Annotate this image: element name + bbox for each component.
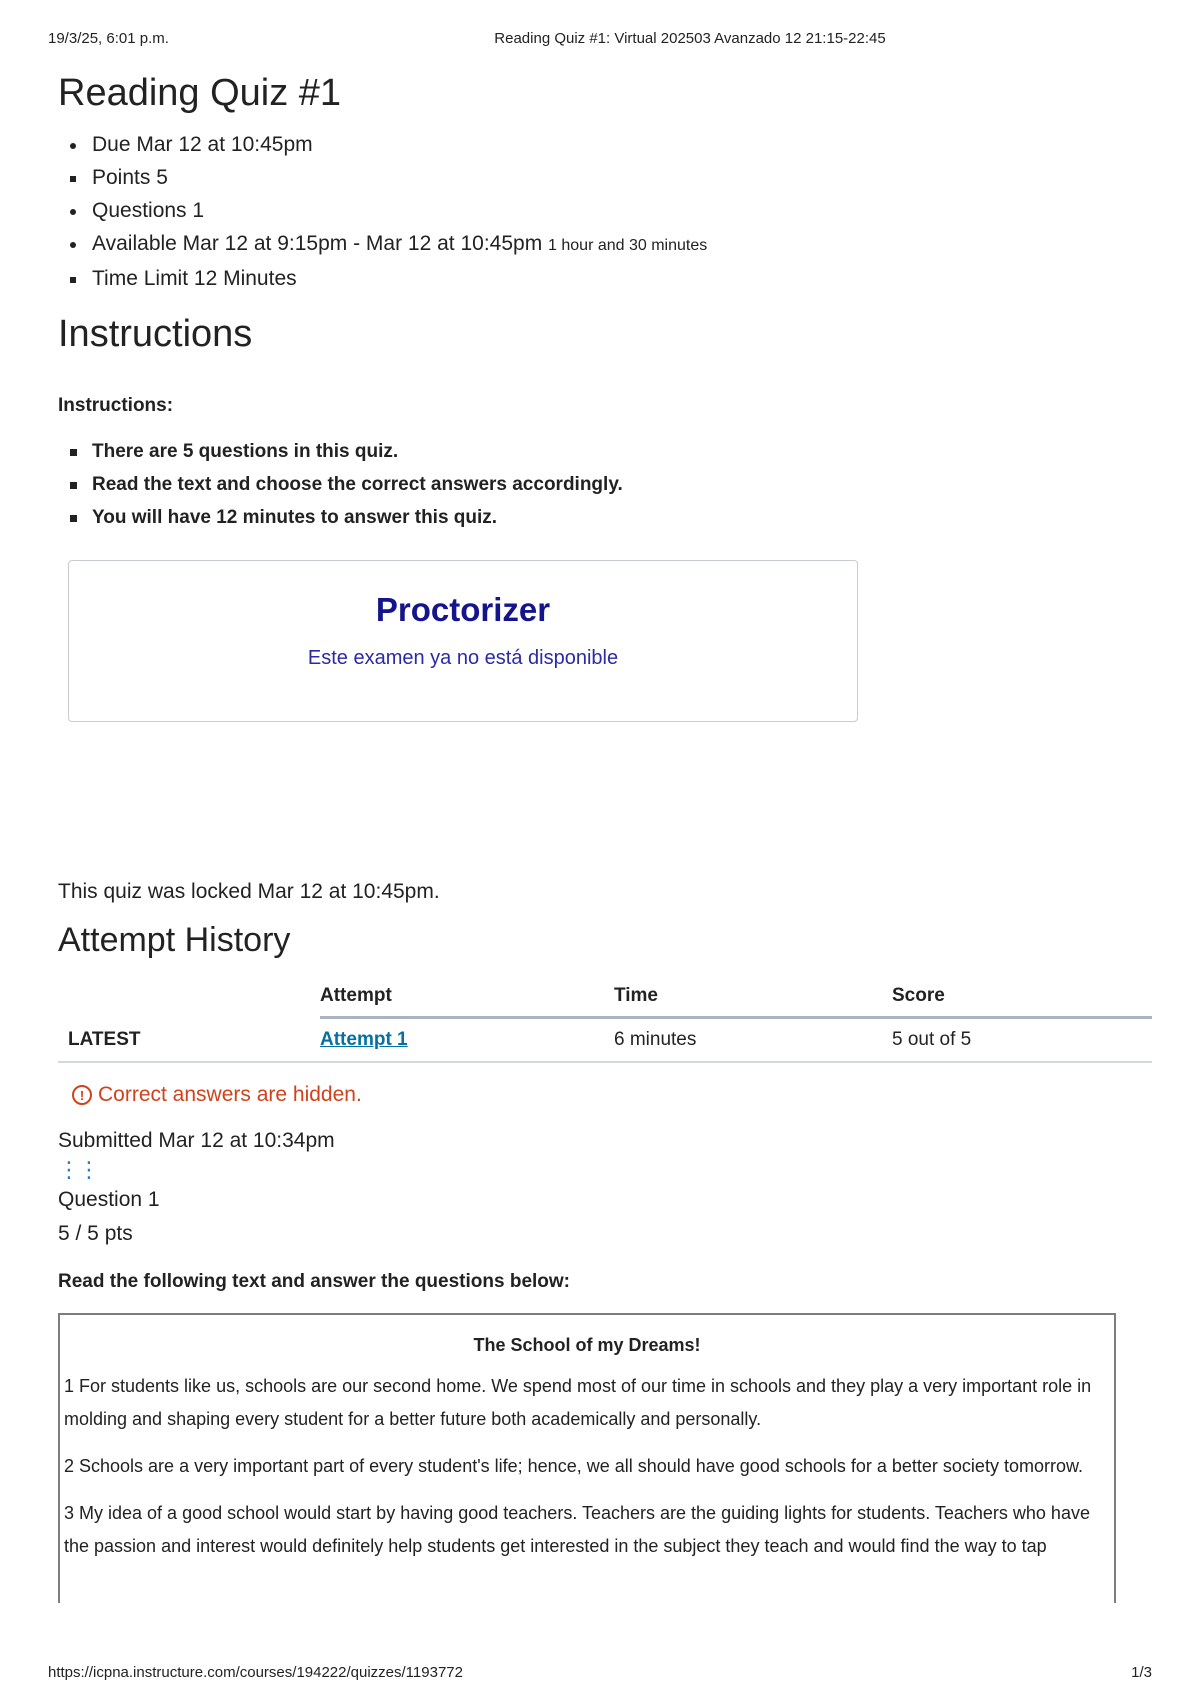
print-url: https://icpna.instructure.com/courses/194222/quizzes/1193772 bbox=[48, 1664, 463, 1681]
quiz-content bbox=[58, 68, 1152, 1603]
column-header-status bbox=[58, 976, 320, 1018]
print-datetime: 19/3/25, 6:01 p.m. bbox=[48, 30, 169, 47]
page-title: Reading Quiz #1 bbox=[58, 72, 342, 114]
question-instruction: Read the following text and answer the questions below: bbox=[58, 1271, 570, 1292]
latest-label: LATEST bbox=[58, 1018, 320, 1063]
column-header-score: Score bbox=[892, 976, 1152, 1018]
points: Points 5 bbox=[92, 161, 1152, 194]
reading-paragraph: 1 For students like us, schools are our second home. We spend most of our time in schools and they play a very important role in molding and shaping every student for a better future both academically and personally. bbox=[64, 1376, 1092, 1429]
instruction-item: Read the text and choose the correct answers accordingly. bbox=[92, 468, 1152, 501]
instruction-item: There are 5 questions in this quiz. bbox=[92, 435, 1152, 468]
column-header-time: Time bbox=[614, 976, 892, 1018]
attempt-history-heading: Attempt History bbox=[58, 921, 291, 959]
attempt-time: 6 minutes bbox=[614, 1018, 892, 1063]
print-footer bbox=[48, 1664, 1152, 1684]
question-label: Question 1 bbox=[58, 1188, 160, 1211]
reading-title: The School of my Dreams! bbox=[473, 1335, 701, 1355]
availability-duration: 1 hour and 30 minutes bbox=[548, 237, 708, 254]
quiz-locked-notice: This quiz was locked Mar 12 at 10:45pm. bbox=[58, 880, 440, 903]
print-page-number: 1/3 bbox=[1131, 1664, 1152, 1681]
reading-passage bbox=[58, 1313, 1116, 1603]
due-date: Due Mar 12 at 10:45pm bbox=[92, 128, 1152, 161]
print-header bbox=[48, 30, 1152, 50]
print-page-title: Reading Quiz #1: Virtual 202503 Avanzado 12 21:15-22:45 bbox=[494, 30, 886, 47]
column-header-attempt: Attempt bbox=[320, 976, 614, 1018]
proctorizer-message: Este examen ya no está disponible bbox=[307, 647, 619, 669]
question-points: 5 / 5 pts bbox=[58, 1222, 133, 1245]
attempt-score: 5 out of 5 bbox=[892, 1018, 1152, 1063]
table-header-row bbox=[58, 976, 1152, 1018]
availability bbox=[92, 227, 1152, 262]
proctorizer-panel bbox=[68, 560, 858, 722]
reading-paragraph: 3 My idea of a good school would start by having good teachers. Teachers are the guiding lights for students. Teachers who have the passion and interest would definitely help students get interested in the subject they teach and would find the way to tap bbox=[64, 1503, 1090, 1556]
time-limit: Time Limit 12 Minutes bbox=[92, 262, 1152, 295]
answers-hidden-notice bbox=[72, 1083, 1152, 1107]
attempt-1-link[interactable]: Attempt 1 bbox=[320, 1029, 408, 1050]
instruction-item: You will have 12 minutes to answer this quiz. bbox=[92, 501, 1152, 534]
instructions-label: Instructions: bbox=[58, 395, 174, 416]
availability-range: Available Mar 12 at 9:15pm - Mar 12 at 10:45pm bbox=[92, 232, 543, 255]
instructions-heading: Instructions bbox=[58, 313, 253, 355]
questions-count: Questions 1 bbox=[92, 194, 1152, 227]
table-row bbox=[58, 1018, 1152, 1063]
warning-icon: ! bbox=[72, 1085, 92, 1105]
submitted-timestamp: Submitted Mar 12 at 10:34pm bbox=[58, 1129, 335, 1152]
attempt-cell bbox=[320, 1018, 614, 1063]
instructions-list bbox=[58, 435, 1152, 534]
attempt-history-table bbox=[58, 976, 1152, 1063]
proctorizer-title: Proctorizer bbox=[375, 591, 551, 628]
quiz-details-list bbox=[58, 128, 1152, 295]
reading-paragraph: 2 Schools are a very important part of every student's life; hence, we all should have good schools for a better society tomorrow. bbox=[64, 1456, 1083, 1476]
answers-hidden-text: Correct answers are hidden. bbox=[98, 1083, 362, 1106]
drag-handle-icon[interactable]: ⋮⋮ bbox=[58, 1157, 98, 1182]
